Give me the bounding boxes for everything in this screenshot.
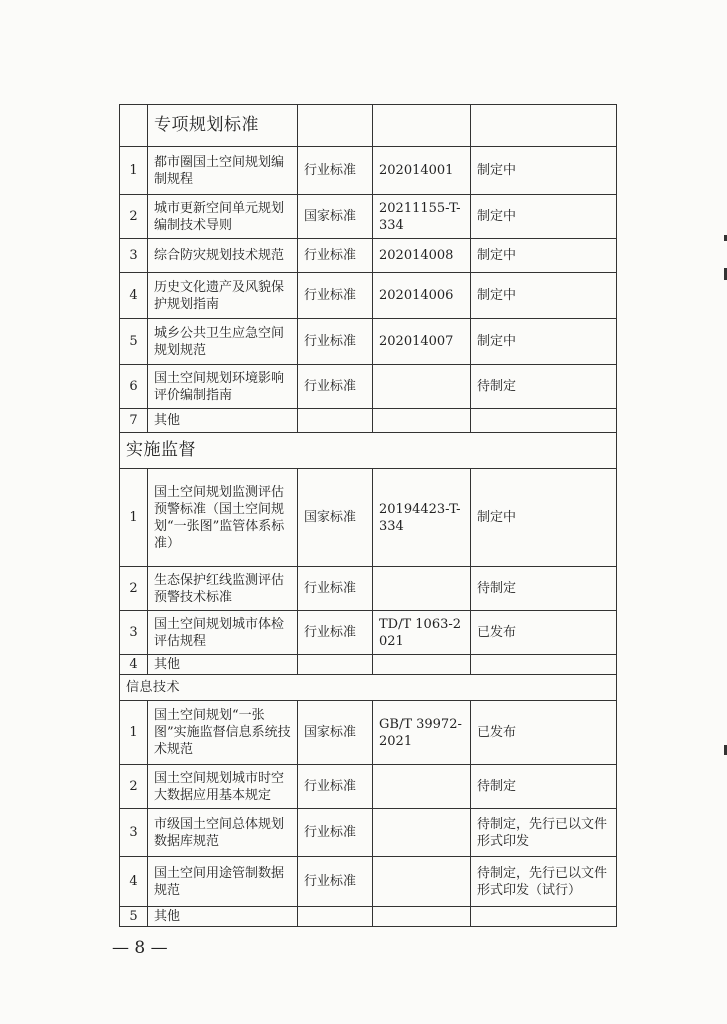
standard-name: 国土空间规划环境影响评价编制指南: [148, 365, 298, 409]
table-row: [120, 857, 617, 907]
standard-name: 城市更新空间单元规划编制技术导则: [148, 195, 298, 239]
status: [471, 409, 617, 433]
row-number: 1: [120, 147, 148, 195]
status: 待制定: [471, 365, 617, 409]
standard-type: [298, 655, 373, 675]
standard-name: 市级国土空间总体规划数据库规范: [148, 809, 298, 857]
row-number: 4: [120, 273, 148, 319]
section-title: 信息技术: [120, 675, 617, 701]
plan-code: [373, 857, 471, 907]
table-row: [120, 195, 617, 239]
standard-type: 行业标准: [298, 857, 373, 907]
status: 制定中: [471, 469, 617, 567]
table-row: [120, 611, 617, 655]
status: 待制定，先行已以文件形式印发（试行）: [471, 857, 617, 907]
status: 待制定: [471, 765, 617, 809]
standard-type: 国家标准: [298, 469, 373, 567]
table-cell: [120, 105, 148, 147]
standard-type: [298, 409, 373, 433]
standard-type: 行业标准: [298, 809, 373, 857]
plan-code: 202014001: [373, 147, 471, 195]
status: [471, 907, 617, 927]
standard-type: 行业标准: [298, 765, 373, 809]
table-row: [120, 239, 617, 273]
table-row: [120, 765, 617, 809]
plan-code: [373, 655, 471, 675]
standard-name: 其他: [148, 409, 298, 433]
section-title: 实施监督: [120, 433, 617, 469]
standard-name: 国土空间规划城市时空大数据应用基本规定: [148, 765, 298, 809]
section-row: [120, 675, 617, 701]
standard-name: 综合防灾规划技术规范: [148, 239, 298, 273]
standard-type: 行业标准: [298, 147, 373, 195]
row-number: 1: [120, 469, 148, 567]
standard-type: 国家标准: [298, 701, 373, 765]
plan-code: [373, 365, 471, 409]
standard-type: 行业标准: [298, 365, 373, 409]
table-row: [120, 809, 617, 857]
standard-name: 生态保护红线监测评估预警技术标准: [148, 567, 298, 611]
standard-name: 国土空间规划城市体检评估规程: [148, 611, 298, 655]
section-row: [120, 105, 617, 147]
standard-name: 其他: [148, 907, 298, 927]
table-row: [120, 273, 617, 319]
standard-type: 行业标准: [298, 273, 373, 319]
status: 已发布: [471, 611, 617, 655]
plan-code: GB/T 39972-2021: [373, 701, 471, 765]
row-number: 3: [120, 239, 148, 273]
plan-code: 202014006: [373, 273, 471, 319]
row-number: 3: [120, 809, 148, 857]
standard-name: 国土空间用途管制数据规范: [148, 857, 298, 907]
standard-type: 国家标准: [298, 195, 373, 239]
status: 待制定，先行已以文件形式印发: [471, 809, 617, 857]
table-row: [120, 907, 617, 927]
plan-code: 20194423-T-334: [373, 469, 471, 567]
section-title: 专项规划标准: [148, 105, 298, 147]
table-row: [120, 409, 617, 433]
row-number: 6: [120, 365, 148, 409]
table-cell: [471, 105, 617, 147]
standard-name: 都市圈国土空间规划编制规程: [148, 147, 298, 195]
status: 待制定: [471, 567, 617, 611]
standard-name: 城乡公共卫生应急空间规划规范: [148, 319, 298, 365]
row-number: 7: [120, 409, 148, 433]
plan-code: [373, 409, 471, 433]
plan-code: [373, 567, 471, 611]
status: 制定中: [471, 239, 617, 273]
standard-type: 行业标准: [298, 319, 373, 365]
plan-code: 202014008: [373, 239, 471, 273]
status: 制定中: [471, 273, 617, 319]
row-number: 4: [120, 857, 148, 907]
status: 制定中: [471, 319, 617, 365]
table-row: [120, 469, 617, 567]
row-number: 5: [120, 907, 148, 927]
plan-code: [373, 907, 471, 927]
status: 已发布: [471, 701, 617, 765]
plan-code: [373, 809, 471, 857]
standard-name: 历史文化遗产及风貌保护规划指南: [148, 273, 298, 319]
standard-type: [298, 907, 373, 927]
table-row: [120, 319, 617, 365]
standard-type: 行业标准: [298, 567, 373, 611]
status: 制定中: [471, 195, 617, 239]
table-row: [120, 147, 617, 195]
row-number: 2: [120, 765, 148, 809]
standard-type: 行业标准: [298, 239, 373, 273]
table-row: [120, 567, 617, 611]
row-number: 4: [120, 655, 148, 675]
plan-code: TD/T 1063-2021: [373, 611, 471, 655]
standard-name: 其他: [148, 655, 298, 675]
table-cell: [298, 105, 373, 147]
row-number: 2: [120, 195, 148, 239]
status: [471, 655, 617, 675]
table-row: [120, 365, 617, 409]
table-cell: [373, 105, 471, 147]
row-number: 5: [120, 319, 148, 365]
standard-name: 国土空间规划“一张图”实施监督信息系统技术规范: [148, 701, 298, 765]
plan-code: 202014007: [373, 319, 471, 365]
plan-code: 20211155-T-334: [373, 195, 471, 239]
table-row: [120, 655, 617, 675]
standards-table: [119, 104, 617, 927]
status: 制定中: [471, 147, 617, 195]
plan-code: [373, 765, 471, 809]
section-row: [120, 433, 617, 469]
standard-name: 国土空间规划监测评估预警标准（国土空间规划“一张图”监管体系标准）: [148, 469, 298, 567]
row-number: 2: [120, 567, 148, 611]
standard-type: 行业标准: [298, 611, 373, 655]
row-number: 3: [120, 611, 148, 655]
table-row: [120, 701, 617, 765]
row-number: 1: [120, 701, 148, 765]
